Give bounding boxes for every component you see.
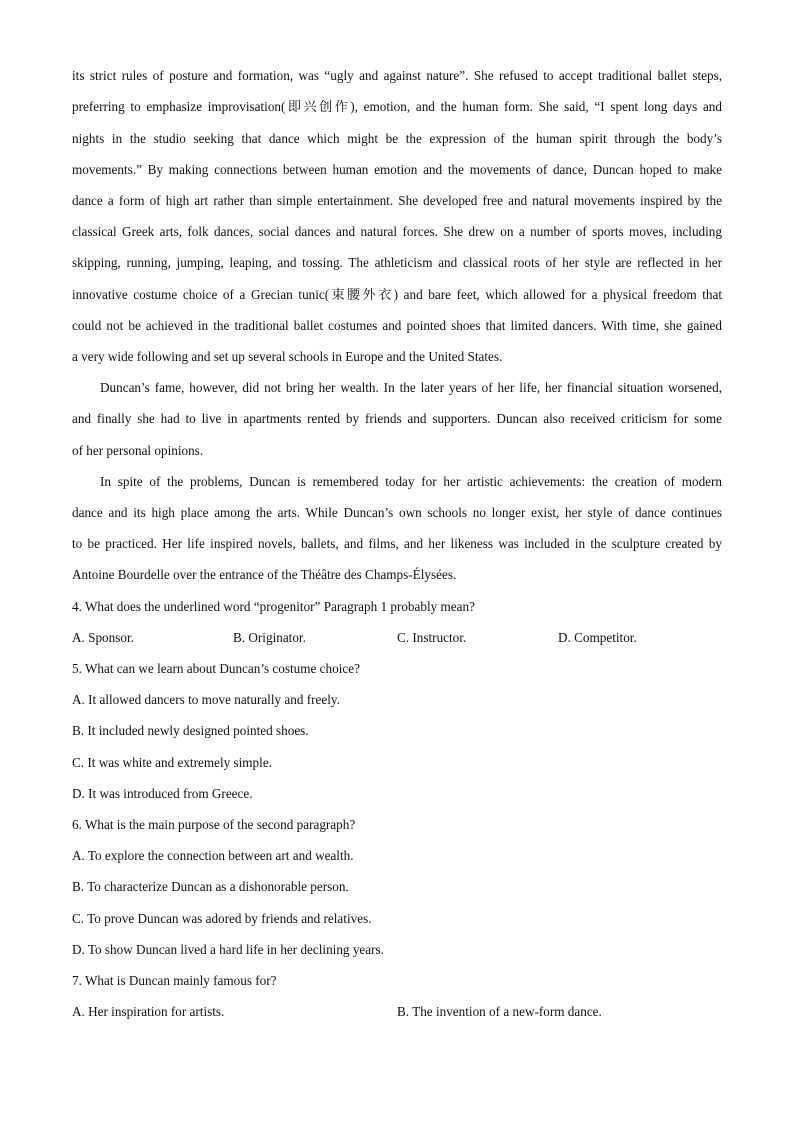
option-c: C. To prove Duncan was adored by friends and relatives. bbox=[72, 911, 372, 926]
option-a: A. Her inspiration for artists. bbox=[72, 1004, 225, 1019]
text-line: skipping, running, jumping, leaping, and tossing. The athleticism and classical roots of her style are reflected in her bbox=[72, 255, 722, 270]
text-line: and finally she had to live in apartments rented by friends and supporters. Duncan also received criticism for some bbox=[72, 411, 722, 426]
text-line: could not be achieved in the traditional ballet costumes and pointed shoes that limited dancers. With time, she gained bbox=[72, 318, 722, 333]
text-line: dance a form of high art rather than simple entertainment. She developed free and natural movements inspired by the bbox=[72, 193, 722, 208]
text-line: movements.” By making connections between human emotion and the movements of dance, Duncan hoped to make bbox=[72, 162, 722, 177]
text-line: its strict rules of posture and formation, was “ugly and against nature”. She refused to accept traditional ballet steps, bbox=[72, 68, 722, 83]
option-a: A. It allowed dancers to move naturally and freely. bbox=[72, 692, 340, 707]
text-line: Duncan’s fame, however, did not bring her wealth. In the later years of her life, her financial situation worsened, bbox=[100, 380, 722, 395]
text-line: a very wide following and set up several schools in Europe and the United States. bbox=[72, 349, 503, 364]
option-c: C. Instructor. bbox=[397, 630, 467, 645]
question-stem: 7. What is Duncan mainly famous for? bbox=[72, 973, 277, 988]
question-stem: 4. What does the underlined word “progenitor” Paragraph 1 probably mean? bbox=[72, 599, 475, 614]
text-line: nights in the studio seeking that dance which might be the expression of the human spirit through the body’s bbox=[72, 131, 722, 146]
option-b: B. The invention of a new-form dance. bbox=[397, 1004, 602, 1019]
text-line: In spite of the problems, Duncan is remembered today for her artistic achievements: the creation of modern bbox=[100, 474, 722, 489]
text-line: dance and its high place among the arts. While Duncan’s own schools no longer exist, her style of dance continues bbox=[72, 505, 722, 520]
text-line: of her personal opinions. bbox=[72, 443, 204, 458]
option-b: B. Originator. bbox=[233, 630, 306, 645]
option-b: B. It included newly designed pointed shoes. bbox=[72, 723, 309, 738]
option-a: A. Sponsor. bbox=[72, 630, 134, 645]
text-line: classical Greek arts, folk dances, social dances and natural forces. She drew on a number of sports moves, including bbox=[72, 224, 722, 239]
option-d: D. It was introduced from Greece. bbox=[72, 786, 253, 801]
text-line: innovative costume choice of a Grecian tunic(束腰外衣) and bare feet, which allowed for a physical freedom that bbox=[72, 287, 722, 302]
text-line: to be practiced. Her life inspired novels, ballets, and films, and her likeness was included in the sculpture created by bbox=[72, 536, 722, 551]
text-line: preferring to emphasize improvisation(即兴创作), emotion, and the human form. She said, “I spent long days and bbox=[72, 99, 722, 114]
option-c: C. It was white and extremely simple. bbox=[72, 755, 272, 770]
option-d: D. Competitor. bbox=[558, 630, 637, 645]
question-stem: 5. What can we learn about Duncan’s costume choice? bbox=[72, 661, 360, 676]
option-a: A. To explore the connection between art and wealth. bbox=[72, 848, 354, 863]
option-d: D. To show Duncan lived a hard life in her declining years. bbox=[72, 942, 384, 957]
question-stem: 6. What is the main purpose of the second paragraph? bbox=[72, 817, 356, 832]
text-line: Antoine Bourdelle over the entrance of the Théâtre des Champs-Élysées. bbox=[72, 567, 457, 582]
option-b: B. To characterize Duncan as a dishonorable person. bbox=[72, 879, 349, 894]
